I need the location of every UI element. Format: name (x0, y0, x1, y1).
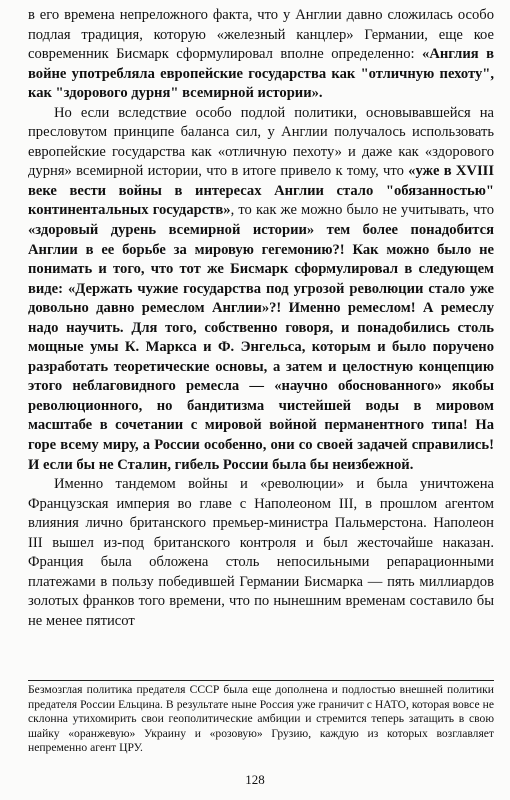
paragraph-2-quote-1: «уже в XVIII веке вести войны в интересах Англии стало "обязанностью" континентальных государств» (28, 163, 494, 219)
footnote-divider (28, 680, 494, 681)
paragraph-3-text: Именно тандемом войны и «революции» и была уничтожена Французская империя во главе с Наполеоном III, в прошлом агентом влияния лично британского премьер-министра Пальмерстона. Наполеон III вышел из-под британского контроля и был жесточайше наказан. Франция была обложена столь непосильными репарационными платежами в пользу победившей Германии Бисмарка — пять миллиардов золотых франков того времени, что по нынешним временам составило бы не менее пятисот (28, 476, 494, 629)
paragraph-2-text-1: Но если вследствие особо подлой политики, основывавшейся на пресловутом принципе баланса сил, у Англии получалось использовать европейские государства как «отличную пехоту» и даже как «здорового дурня» всемирной истории, что в итоге привело к тому, что (28, 104, 494, 180)
paragraph-2-text-2: , то как же можно было не учитывать, что (230, 202, 495, 219)
paragraph-1-text: в его времена непреложного факта, что у Англии давно сложилась особо подлая традиция, которую «железный канцлер» Германии, еще кое современник Бисмарк сформулировал вполне определенно: (28, 7, 494, 63)
main-text (28, 6, 494, 632)
paragraph-3 (28, 475, 494, 631)
paragraph-1 (28, 6, 494, 104)
page-number: 128 (245, 772, 265, 787)
paragraph-2-emphasis: «здоровый дурень всемирной истории» тем более понадобится Англии в ее борьбе за мировую гегемонию?! Как можно было не понимать и того, что тот же Бисмарк сформулировал в следующем виде: «Держать чужие государства под угрозой революции стало уже довольно давно ремеслом Англии»?! Именно ремеслом! А ремеслу надо научить. Для того, собственно говоря, и понадобились столь мощные умы К. Маркса и Ф. Энгельса, которым и было поручено разработать теоретические основы, а затем и целостную концепцию этого неблаговидного ремесла — «научно обоснованного» якобы революционного, но бандитизма чистейшей воды в мировом масштабе в сочетании с мировой войной перманентного типа! На горе всему миру, а России особенно, они со своей задачей справились! И если бы не Сталин, гибель России была бы неизбежной. (28, 222, 494, 473)
footnote: Безмозглая политика предателя СССР была еще дополнена и подлостью внешней политики предателя России Ельцина. В результате ныне Россия уже граничит с НАТО, которая вовсе не склонна утихомирить свои геополитические амбиции и стремится теперь затащить в свою шайку «оранжевую» Украину и «розовую» Грузию, каждую из которых возглавляет непременно агент ЦРУ. (28, 683, 494, 755)
paragraph-2 (28, 104, 494, 475)
paragraph-1-quote: «Англия в войне употребляла европейские государства как "отличную пехоту", как "здорового дурня" всемирной истории». (28, 46, 494, 102)
